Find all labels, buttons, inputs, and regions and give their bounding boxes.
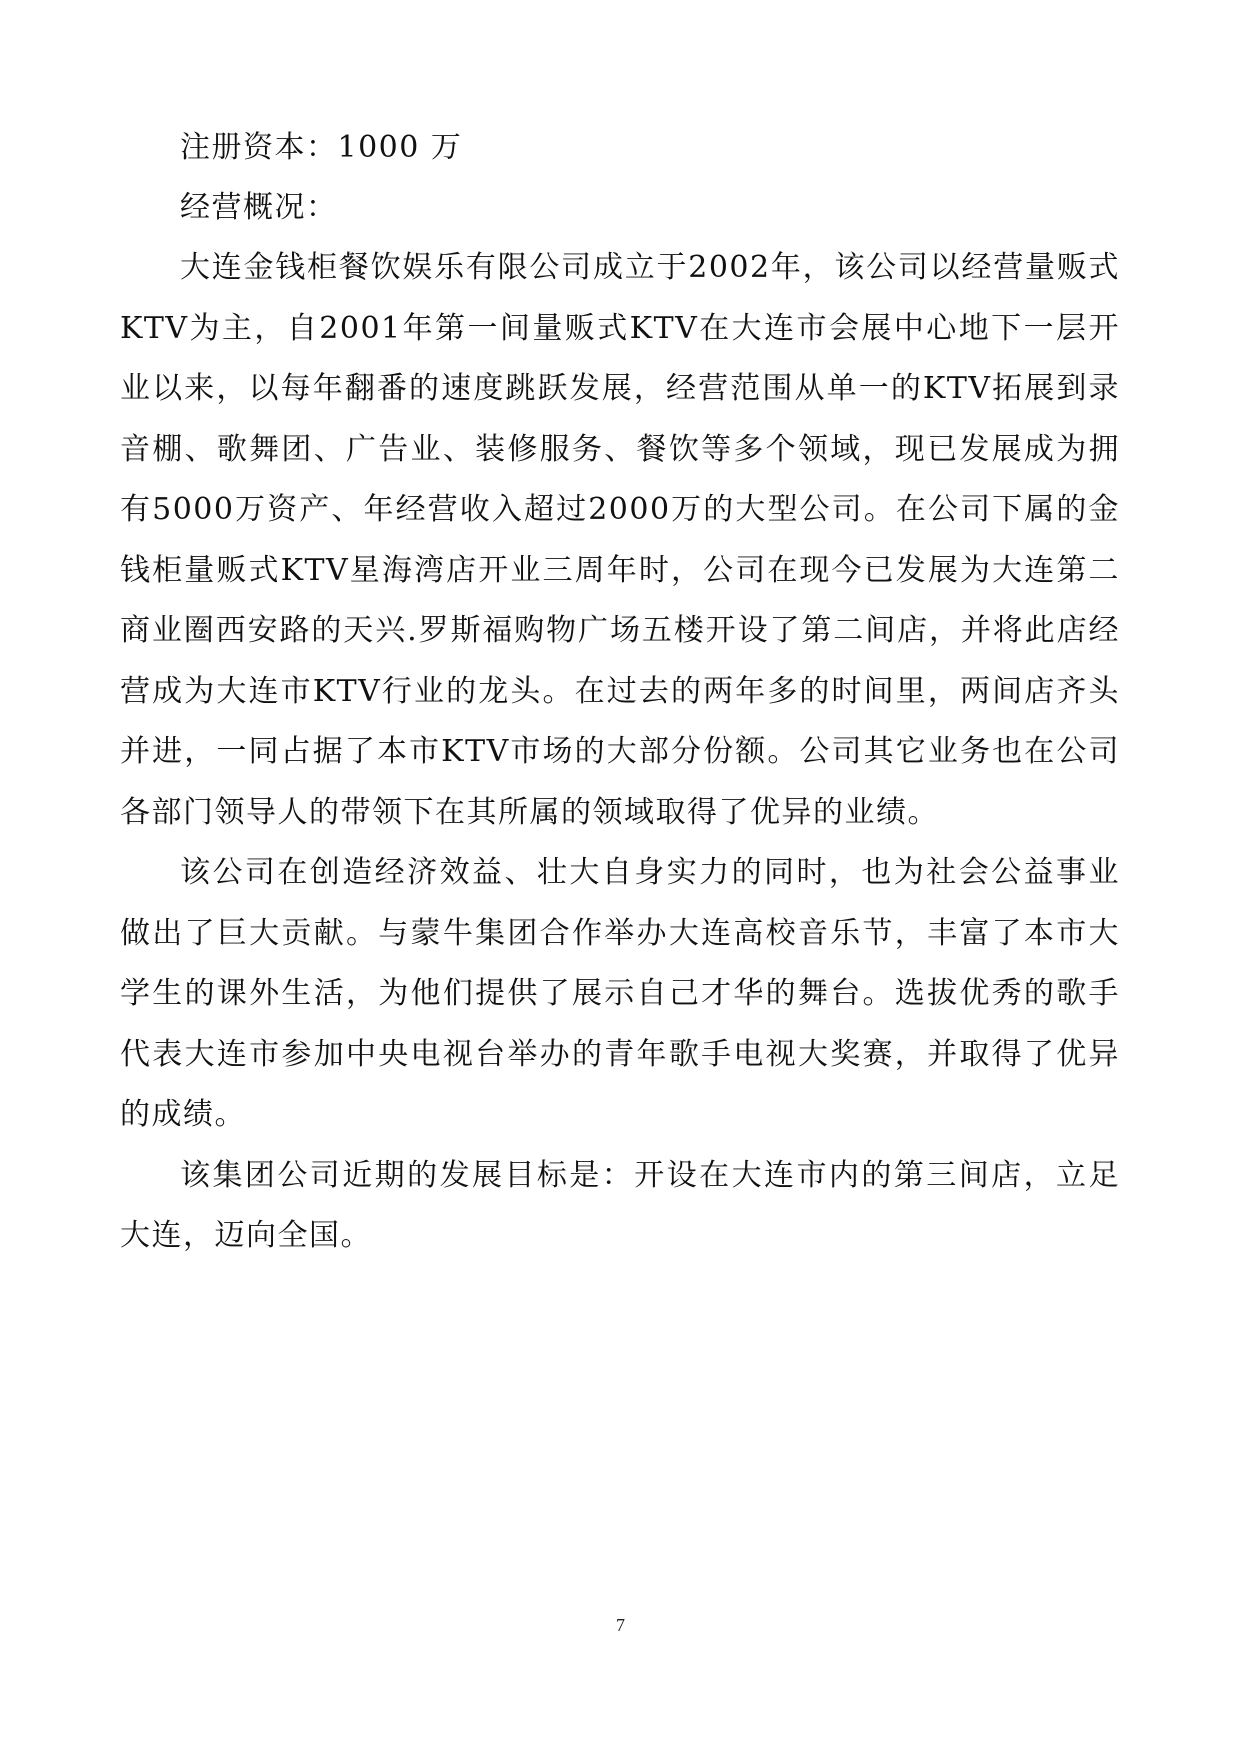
paragraph-social-contribution: 该公司在创造经济效益、壮大自身实力的同时，也为社会公益事业做出了巨大贡献。与蒙牛集团合作举办大连高校音乐节，丰富了本市大学生的课外生活，为他们提供了展示自己才华的舞台。选拔优秀的歌手代表大连市参加中央电视台举办的青年歌手电视大奖赛，并取得了优异的成绩。: [120, 855, 1120, 1132]
document-body: [120, 118, 1120, 1267]
registered-capital-line: 注册资本：1000 万: [180, 130, 463, 165]
business-overview-heading: 经营概况：: [180, 190, 338, 225]
paragraph-company-history: 大连金钱柜餐饮娱乐有限公司成立于2002年，该公司以经营量贩式KTV为主，自2001年第一间量贩式KTV在大连市会展中心地下一层开业以来，以每年翻番的速度跳跃发展，经营范围从单一的KTV拓展到录音棚、歌舞团、广告业、装修服务、餐饮等多个领域，现已发展成为拥有5000万资产、年经营收入超过2000万的大型公司。在公司下属的金钱柜量贩式KTV星海湾店开业三周年时，公司在现今已发展为大连第二商业圈西安路的天兴.罗斯福购物广场五楼开设了第二间店，并将此店经营成为大连市KTV行业的龙头。在过去的两年多的时间里，两间店齐头并进，一同占据了本市KTV市场的大部分份额。公司其它业务也在公司各部门领导人的带领下在其所属的领域取得了优异的业绩。: [120, 250, 1120, 830]
paragraph-development-goals: 该集团公司近期的发展目标是：开设在大连市内的第三间店，立足大连，迈向全国。: [120, 1157, 1120, 1253]
page-number: 7: [616, 1615, 625, 1635]
